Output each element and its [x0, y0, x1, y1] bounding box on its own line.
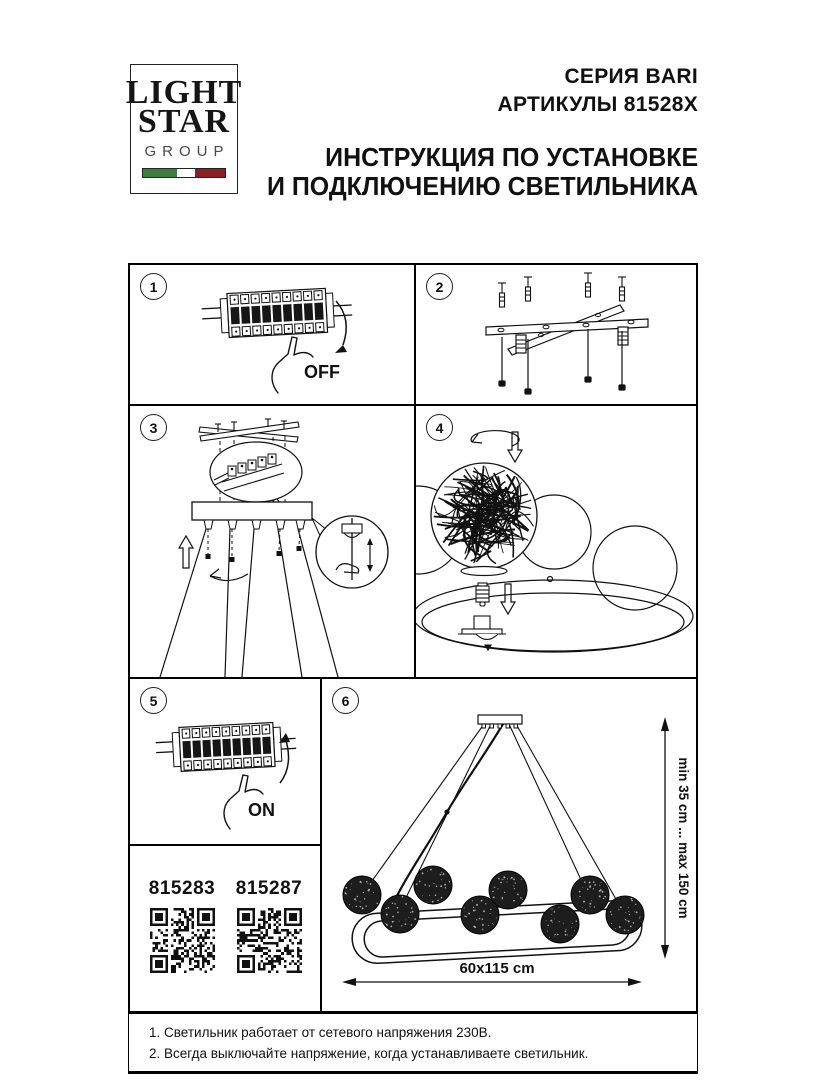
lift-up-arrow-icon	[179, 536, 193, 568]
mounting-brackets-illustration	[416, 265, 696, 404]
on-label: ON	[248, 800, 275, 820]
wicker-ball	[571, 876, 609, 914]
bulb-icon	[476, 583, 489, 606]
step-3-panel	[130, 406, 414, 677]
qr-code-left	[150, 908, 215, 973]
height-dimension	[661, 717, 691, 959]
insert-down-arrow-icon	[501, 584, 515, 614]
circuit-breaker-off-illustration	[130, 265, 414, 404]
chandelier-illustration	[322, 679, 696, 1011]
article-number-right: 815287	[235, 878, 303, 899]
logo-word-star: STAR	[137, 103, 231, 140]
cable-adjuster-callout	[312, 516, 388, 588]
step-3-number: 3	[140, 414, 167, 441]
height-dimension-label: min 35 cm ... max 150 cm	[676, 757, 691, 919]
note-line-2: 2. Всегда выключайте напряжение, когда устанавливаете светильник.	[149, 1046, 589, 1061]
instruction-title-line1: ИНСТРУКЦИЯ ПО УСТАНОВКЕ	[324, 142, 698, 172]
steps-grid	[128, 263, 698, 1013]
wicker-ball	[414, 866, 452, 904]
push-down-arrow-icon	[508, 432, 522, 462]
logo-word-light: LIGHT	[125, 74, 243, 111]
flag-green	[143, 169, 177, 177]
step-6-panel	[322, 679, 696, 1011]
step-5-number: 5	[140, 687, 167, 714]
instruction-title	[267, 143, 698, 201]
step-6-number: 6	[332, 687, 359, 714]
step-4-panel	[416, 406, 696, 677]
step-1-number: 1	[140, 273, 167, 300]
lamp-holder-icon	[458, 616, 506, 650]
ceiling-mount-illustration	[130, 406, 414, 677]
step-4-number: 4	[426, 414, 453, 441]
wicker-ball	[489, 871, 527, 909]
italian-flag-stripe	[142, 168, 226, 178]
article-number-left: 815283	[148, 878, 216, 899]
note-line-1: 1. Светильник работает от сетевого напряжения 230В.	[149, 1025, 492, 1040]
step-5-panel	[130, 679, 320, 844]
flag-red	[195, 169, 225, 177]
cord-connector	[444, 809, 449, 814]
instruction-title-line2: И ПОДКЛЮЧЕНИЮ СВЕТИЛЬНИКА	[266, 171, 698, 201]
step-1-panel	[130, 265, 414, 404]
turn-off-arrow-icon	[336, 301, 346, 345]
wicker-ball	[343, 876, 381, 914]
lightstar-logo	[125, 64, 243, 194]
article-codes-panel	[130, 846, 320, 1011]
size-dimension-label: 60x115 cm	[459, 960, 535, 977]
wicker-ball	[606, 896, 644, 934]
header	[249, 63, 698, 201]
qr-code-right	[237, 908, 302, 973]
step-2-panel	[416, 265, 696, 404]
wicker-ball	[381, 895, 419, 933]
ceiling-plate	[478, 715, 522, 724]
off-label: OFF	[304, 362, 340, 382]
articles-title: АРТИКУЛЫ 81528X	[497, 93, 698, 116]
flag-white	[177, 169, 194, 177]
size-dimension	[342, 960, 642, 986]
series-title: СЕРИЯ BARI	[564, 65, 698, 88]
arrowhead	[335, 345, 347, 353]
shade-assembly-illustration	[416, 406, 696, 677]
notes-box	[128, 1013, 698, 1074]
step-2-number: 2	[426, 273, 453, 300]
wicker-ball	[541, 905, 579, 943]
logo-word-group: GROUP	[144, 143, 230, 160]
